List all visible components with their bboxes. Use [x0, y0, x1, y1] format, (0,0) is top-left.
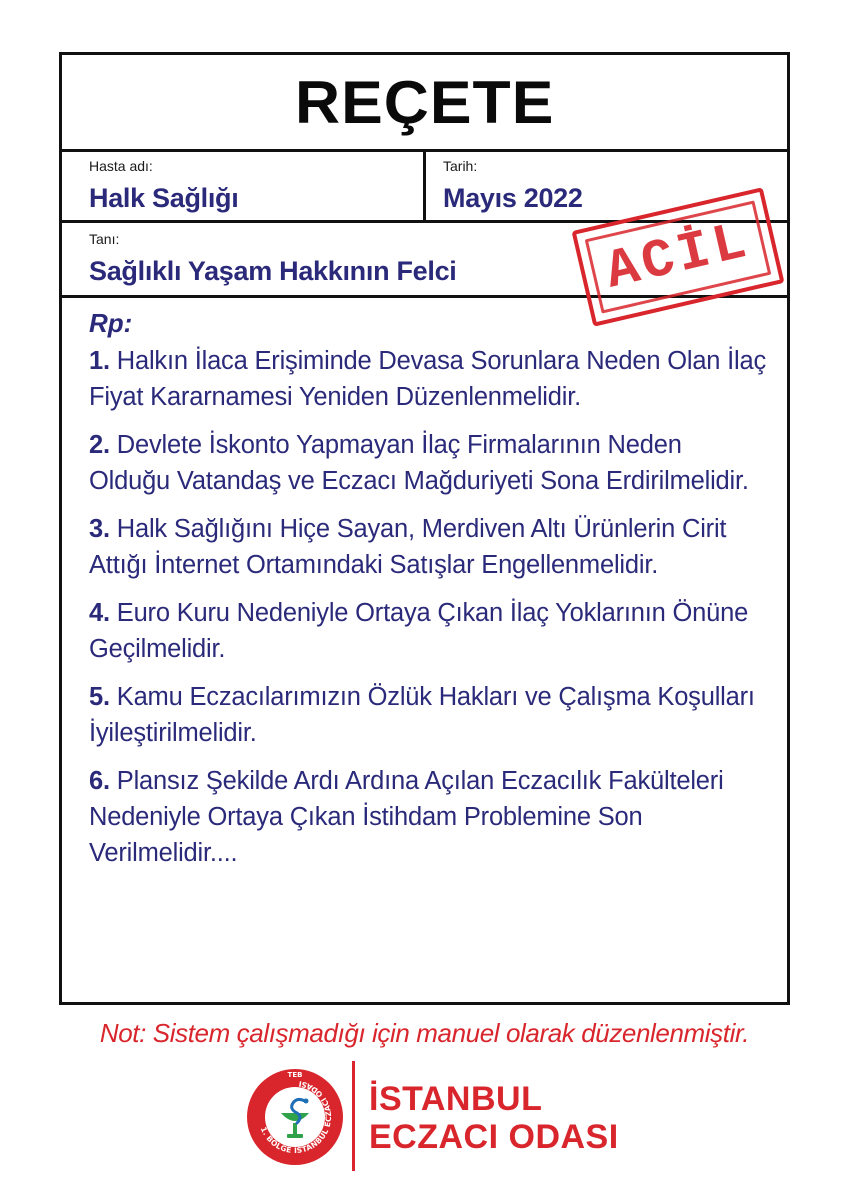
patient-cell — [62, 152, 426, 220]
stamp-text: ACİL — [600, 210, 756, 304]
prescription-item — [89, 427, 767, 499]
footer-note: Not: Sistem çalışmadığı için manuel olarak düzenlenmiştir. — [99, 1018, 750, 1048]
patient-label: Hasta adı: — [89, 158, 153, 174]
item-number: 5. — [89, 683, 110, 711]
organization-name — [369, 1080, 619, 1156]
organization-line2: ECZACI ODASI — [369, 1118, 619, 1156]
item-number: 6. — [89, 767, 110, 795]
prescription-item — [89, 763, 767, 871]
logo-ring-text: 1. BÖLGE İSTANBUL ECZACI ODASI — [258, 1079, 334, 1156]
organization-footer — [245, 1061, 665, 1171]
date-label: Tarih: — [443, 158, 478, 174]
organization-line1: İSTANBUL — [369, 1080, 543, 1118]
item-number: 3. — [89, 515, 110, 543]
rx-label: Rp: — [89, 308, 133, 338]
prescription-item — [89, 595, 767, 667]
diagnosis-label: Tanı: — [89, 231, 120, 247]
item-number: 2. — [89, 431, 110, 459]
prescription-body — [62, 298, 787, 871]
eczaci-odasi-logo-icon — [245, 1067, 345, 1167]
date-value: Mayıs 2022 — [443, 183, 583, 213]
prescription-item — [89, 679, 767, 751]
item-number: 4. — [89, 599, 110, 627]
logo-top-text: TEB — [287, 1071, 303, 1079]
prescription-card — [59, 52, 790, 1005]
item-number: 1. — [89, 347, 110, 375]
prescription-item — [89, 343, 767, 415]
item-text: Kamu Eczacılarımızın Özlük Hakları ve Çalışma Koşulları İyileştirilmelidir. — [89, 683, 755, 747]
patient-value: Halk Sağlığı — [89, 183, 239, 213]
title-row — [62, 55, 787, 152]
item-text: Halk Sağlığını Hiçe Sayan, Merdiven Altı Ürünlerin Cirit Attığı İnternet Ortamındaki Satışlar Engellenmelidir. — [89, 515, 727, 579]
item-text: Devlete İskonto Yapmayan İlaç Firmalarının Neden Olduğu Vatandaş ve Eczacı Mağduriyeti Sona Erdirilmelidir. — [89, 431, 749, 495]
footer-divider — [352, 1061, 355, 1171]
item-text: Plansız Şekilde Ardı Ardına Açılan Eczacılık Fakülteleri Nedeniyle Ortaya Çıkan İstihdam Problemine Son Verilmelidir.... — [89, 767, 724, 867]
page-title: REÇETE — [294, 68, 555, 136]
prescription-item — [89, 511, 767, 583]
diagnosis-value: Sağlıklı Yaşam Hakkının Felci — [89, 256, 457, 286]
item-text: Halkın İlaca Erişiminde Devasa Sorunlara Neden Olan İlaç Fiyat Kararnamesi Yeniden Düzenlenmelidir. — [89, 347, 767, 411]
item-text: Euro Kuru Nedeniyle Ortaya Çıkan İlaç Yoklarının Önüne Geçilmelidir. — [89, 599, 749, 663]
